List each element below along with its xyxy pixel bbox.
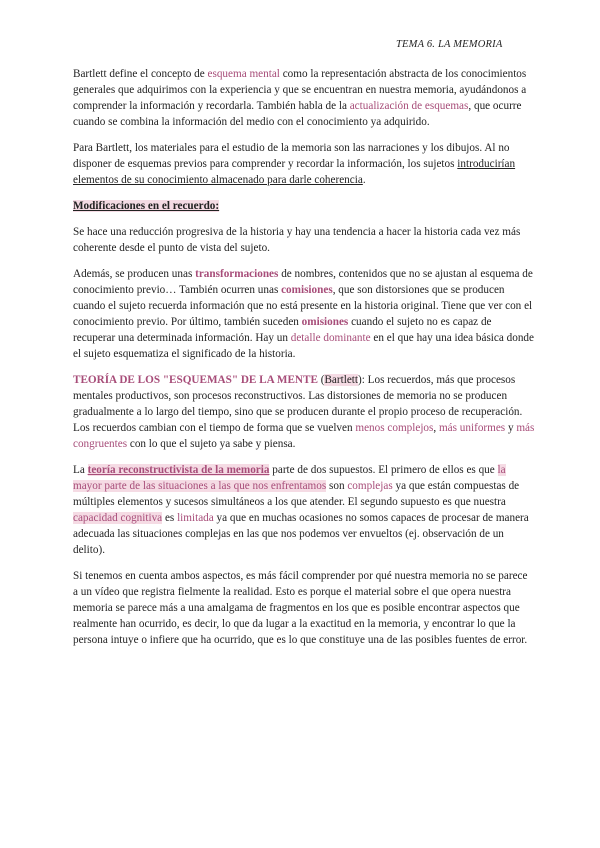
heading-teoria-esquemas: TEORÍA DE LOS "ESQUEMAS" DE LA MENTE <box>73 374 318 386</box>
highlight-mayor-parte: la mayor parte de las situaciones a las que nos enfrentamos <box>73 464 506 492</box>
page-header: TEMA 6. LA MEMORIA <box>396 39 503 50</box>
document-body <box>73 66 535 658</box>
term-comisiones: comisiones <box>281 284 333 296</box>
term-teoria-reconstructivista: teoría reconstructivista de la memoria <box>87 464 270 476</box>
term-mas-uniformes: más uniformes <box>438 422 506 434</box>
term-detalle-dominante: detalle dominante <box>290 332 371 344</box>
section-heading <box>73 198 535 214</box>
highlight-bartlett: Bartlett <box>324 374 359 386</box>
paragraph-teoria-esquemas: TEORÍA DE LOS "ESQUEMAS" DE LA MENTE (Bartlett): Los recuerdos, más que procesos mentales productivos, son procesos reconstructivos. Las distorsiones de memoria no se producen gradualmente a lo largo del tiempo, sino que se producen durante el propio proceso de recuperación. Los recuerdos cambian con el tiempo de forma que se vuelven menos complejos, más uniformes y más congruentes con lo que el sujeto ya sabe y piensa. <box>73 374 535 450</box>
term-esquema-mental: esquema mental <box>207 68 280 80</box>
term-mas-congruentes: más congruentes <box>73 422 535 450</box>
term-menos-complejos: menos complejos <box>355 422 434 434</box>
paragraph-esquema-mental: Bartlett define el concepto de esquema mental como la representación abstracta de los conocimientos generales que adquirimos con la experiencia y que se encuentran en nuestra memoria, ayudándonos a comprender la información y recordarla. También habla de la actualización de esquemas, que ocurre cuando se combina la información del medio con el conocimiento ya adquirido. <box>73 68 527 128</box>
heading-modificaciones: Modificaciones en el recuerdo: <box>73 200 220 212</box>
term-transformaciones: transformaciones <box>195 268 279 280</box>
term-omisiones: omisiones <box>301 316 349 328</box>
term-actualizacion-esquemas: actualización de esquemas <box>349 100 469 112</box>
paragraph-transformaciones: Además, se producen unas transformaciones de nombres, contenidos que no se ajustan al esquema de conocimiento previo… También ocurren unas comisiones, que son distorsiones que se producen cuando el sujeto recuerda información que no está presente en la historia original. Tiene que ver con el conocimiento previo. Por último, también suceden omisiones cuando el sujeto no es capaz de recuperar una determinada información. Hay un detalle dominante en el que hay una idea básica donde el sujeto esquematiza el significado de la historia. <box>73 268 534 360</box>
highlight-capacidad-cognitiva: capacidad cognitiva <box>73 512 163 524</box>
paragraph-conclusion: Si tenemos en cuenta ambos aspectos, es más fácil comprender por qué nuestra memoria no se parece a un vídeo que registra fielmente la realidad. Esto es porque el material sobre el que opera nuestra memoria se parece más a una amalgama de fragmentos en los que es posible encontrar aspectos que realmente han ocurrido, es decir, lo que da lugar a la exactitud en la memoria, y encontrar lo que la persona intuye o infiere que ha ocurrido, que es lo que constituye una de las posibles fuentes de error. <box>73 570 528 646</box>
term-complejas: complejas <box>347 480 393 492</box>
paragraph-teoria-reconstructivista: La teoría reconstructivista de la memoria parte de dos supuestos. El primero de ellos es que la mayor parte de las situaciones a las que nos enfrentamos son complejas ya que están compuestas de múltiples elementos y sucesos simultáneos a los que atender. El segundo supuesto es que nuestra capacidad cognitiva es limitada ya que en muchas ocasiones no somos capaces de procesar de manera adecuada las situaciones complejas en las que nos podemos ver envueltos (ej. observación de un delito). <box>73 464 529 556</box>
paragraph-reduccion: Se hace una reducción progresiva de la historia y hay una tendencia a hacer la historia cada vez más coherente desde el punto de vista del sujeto. <box>73 226 521 254</box>
paragraph-materiales: Para Bartlett, los materiales para el estudio de la memoria son las narraciones y los dibujos. Al no disponer de esquemas previos para comprender y recordar la información, los sujetos introducirían elementos de su conocimiento almacenado para darle coherencia. <box>73 142 516 186</box>
term-limitada: limitada <box>177 512 214 524</box>
underlined-phrase: introducirían elementos de su conocimiento almacenado para darle coherencia <box>73 158 516 186</box>
